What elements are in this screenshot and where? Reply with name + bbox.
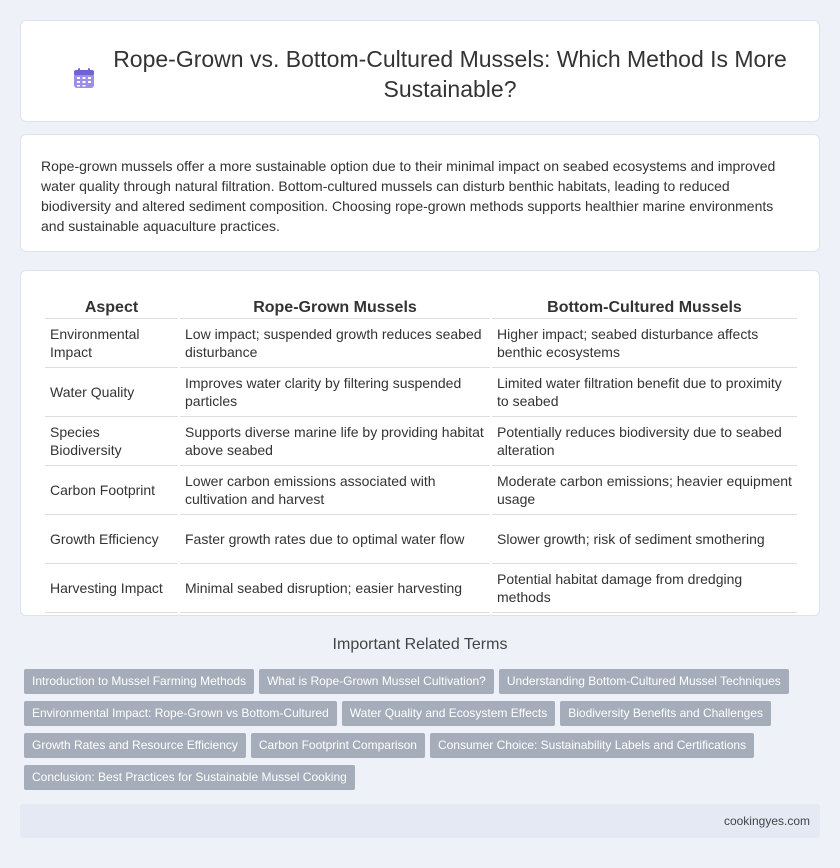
- bottom-cultured-cell: Potentially reduces biodiversity due to seabed alteration: [492, 417, 797, 466]
- related-term-tag[interactable]: Consumer Choice: Sustainability Labels and Certifications: [430, 733, 754, 758]
- table-row: [45, 515, 797, 564]
- header-aspect: Aspect: [45, 293, 178, 319]
- aspect-cell: Species Biodiversity: [45, 417, 178, 466]
- comparison-table: [43, 293, 799, 613]
- related-term-tag[interactable]: What is Rope-Grown Mussel Cultivation?: [259, 669, 494, 694]
- aspect-cell: Harvesting Impact: [45, 564, 178, 613]
- header-bottom-cultured: Bottom-Cultured Mussels: [492, 293, 797, 319]
- related-terms-title: Important Related Terms: [332, 636, 508, 653]
- rope-grown-cell: Minimal seabed disruption; easier harvesting: [180, 564, 490, 613]
- related-terms-list: [24, 669, 804, 797]
- table-row: [45, 368, 797, 417]
- bottom-cultured-cell: Higher impact; seabed disturbance affects benthic ecosystems: [492, 319, 797, 368]
- table-row: [45, 466, 797, 515]
- related-term-tag[interactable]: Environmental Impact: Rope-Grown vs Bottom-Cultured: [24, 701, 337, 726]
- bottom-cultured-cell: Limited water filtration benefit due to proximity to seabed: [492, 368, 797, 417]
- comparison-table-card: [20, 270, 820, 616]
- aspect-cell: Environmental Impact: [45, 319, 178, 368]
- aspect-cell: Carbon Footprint: [45, 466, 178, 515]
- rope-grown-cell: Faster growth rates due to optimal water flow: [180, 515, 490, 564]
- footer: [20, 804, 820, 838]
- related-term-tag[interactable]: Carbon Footprint Comparison: [251, 733, 425, 758]
- table-row: [45, 564, 797, 613]
- header-card: [20, 20, 820, 122]
- related-term-tag[interactable]: Growth Rates and Resource Efficiency: [24, 733, 246, 758]
- aspect-cell: Growth Efficiency: [45, 515, 178, 564]
- aspect-cell: Water Quality: [45, 368, 178, 417]
- rope-grown-cell: Supports diverse marine life by providing habitat above seabed: [180, 417, 490, 466]
- bottom-cultured-cell: Moderate carbon emissions; heavier equipment usage: [492, 466, 797, 515]
- rope-grown-cell: Low impact; suspended growth reduces seabed disturbance: [180, 319, 490, 368]
- bottom-cultured-cell: Potential habitat damage from dredging methods: [492, 564, 797, 613]
- table-row: [45, 319, 797, 368]
- related-term-tag[interactable]: Conclusion: Best Practices for Sustainable Mussel Cooking: [24, 765, 355, 790]
- rope-grown-cell: Lower carbon emissions associated with cultivation and harvest: [180, 466, 490, 515]
- summary-card: [20, 134, 820, 252]
- footer-site-link[interactable]: cookingyes.com: [723, 814, 810, 828]
- table-header-row: [45, 293, 797, 319]
- page-title: Rope-Grown vs. Bottom-Cultured Mussels: Which Method Is More Sustainable?: [113, 46, 787, 102]
- related-term-tag[interactable]: Understanding Bottom-Cultured Mussel Techniques: [499, 669, 789, 694]
- table-row: [45, 417, 797, 466]
- rope-grown-cell: Improves water clarity by filtering suspended particles: [180, 368, 490, 417]
- summary-text: Rope-grown mussels offer a more sustainable option due to their minimal impact on seabed ecosystems and improved water quality through natural filtration. Bottom-cultured mussels can disturb benthic habitats, leading to reduced biodiversity and altered sediment composition. Choosing rope-grown methods supports healthier marine environments and sustainable aquaculture practices.: [41, 158, 776, 234]
- related-term-tag[interactable]: Water Quality and Ecosystem Effects: [342, 701, 555, 726]
- header-rope-grown: Rope-Grown Mussels: [180, 293, 490, 319]
- bottom-cultured-cell: Slower growth; risk of sediment smothering: [492, 515, 797, 564]
- related-term-tag[interactable]: Introduction to Mussel Farming Methods: [24, 669, 254, 694]
- related-term-tag[interactable]: Biodiversity Benefits and Challenges: [560, 701, 771, 726]
